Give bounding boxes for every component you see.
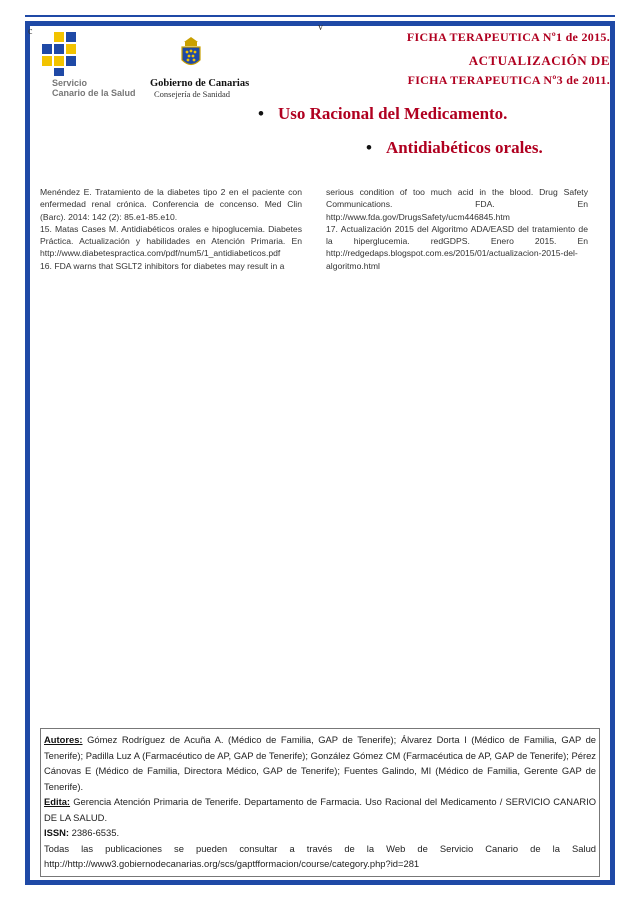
ficha-title-line2: ACTUALIZACIÓN DE [468,53,610,68]
gobierno-logo-line2: Consejería de Sanidad [154,89,231,99]
ficha-title-line1: FICHA TERAPEUTICA Nº1 de 2015. [406,30,610,44]
references-left-column [40,186,302,272]
publications-note: Todas las publicaciones se pueden consultar a través de la Web de Servicio Canario de la Salud http://http://www3.gobiernodecanarias.org/scs/gaptfformacion/course/category.php?id=281 [44,842,596,869]
coat-of-arms-icon [178,36,204,70]
issn-paragraph [44,825,596,841]
reference-item: Menéndez E. Tratamiento de la diabetes tipo 2 en el paciente con enfermedad renal crónica. Conferencia de concenso. Med Clin (Barc). 2014: 142 (2): 85.e1-85.e10. [40,187,302,222]
edita-label: Edita: [44,796,71,807]
issn-label: ISSN: [44,827,70,838]
reference-item: 16. FDA warns that SGLT2 inhibitors for diabetes may result in a [40,260,285,271]
reference-item: 17. Actualización 2015 del Algoritmo ADA/EASD del tratamiento de la hiperglucemia. redGDPS. Enero 2015. En http://redgedaps.blogspot.com.es/2015/01/actualizacion-2015-del-algoritmo.html [326,223,588,271]
scs-cross-icon [38,32,86,76]
header-titles [407,30,610,88]
references-right-column [326,186,588,272]
edita-text: Gerencia Atención Primaria de Tenerife. Departamento de Farmacia. Uso Racional del Medicamento / SERVICIO CANARIO DE LA SALUD. [44,796,596,823]
top-rule [25,15,615,17]
scs-logo-line2: Canario de la Salud [52,88,136,98]
bullet-antidiabeticos [366,138,543,158]
bullet-dot-icon: • [258,104,264,123]
bullet-text: Uso Racional del Medicamento. [277,104,508,123]
autores-paragraph [44,732,596,794]
autores-label: Autores: [44,734,83,745]
bullet-dot-icon: • [366,138,372,157]
corner-mark-right: v [318,22,323,33]
gobierno-canarias-logo [150,36,260,102]
autores-text: Gómez Rodríguez de Acuña A. (Médico de Familia, GAP de Tenerife); Álvarez Dorta I (Médico de Familia, GAP de Tenerife); Padilla Luz A (Farmacéutico de AP, GAP de Tenerife); González Gómez CM (Farmacéutica de AP, GAP de Tenerife); Pérez Cánovas E (Médico de Familia, Directora Médico, GAP de Tenerife); Fuentes Galindo, MI (Médico de Familia, Gerente GAP de Tenerife). [44,734,596,792]
reference-item: 15. Matas Cases M. Antidiabéticos orales e hipoglucemia. Diabetes Práctica. Actualización y habilidades en Atención Primaria. En http://www.diabetespractica.com/pdf/num5/1_antidiabeticos.pdf [40,223,302,259]
servicio-canario-salud-logo [38,32,158,98]
corner-mark-left: c [28,26,33,37]
gobierno-logo-line1: Gobierno de Canarias [150,78,250,89]
bullet-text: Antidiabéticos orales. [385,138,543,157]
credits-box [40,728,600,877]
scs-logo-line1: Servicio [52,78,88,88]
ficha-title-line3: FICHA TERAPEUTICA Nº3 de 2011. [407,73,610,87]
edita-paragraph [44,794,596,825]
issn-text: 2386-6535. [69,827,120,838]
reference-item: serious condition of too much acid in the blood. Drug Safety Communications. FDA. En http://www.fda.gov/DrugsSafety/ucm446845.htm [326,187,588,222]
bullet-uso-racional [258,104,507,124]
